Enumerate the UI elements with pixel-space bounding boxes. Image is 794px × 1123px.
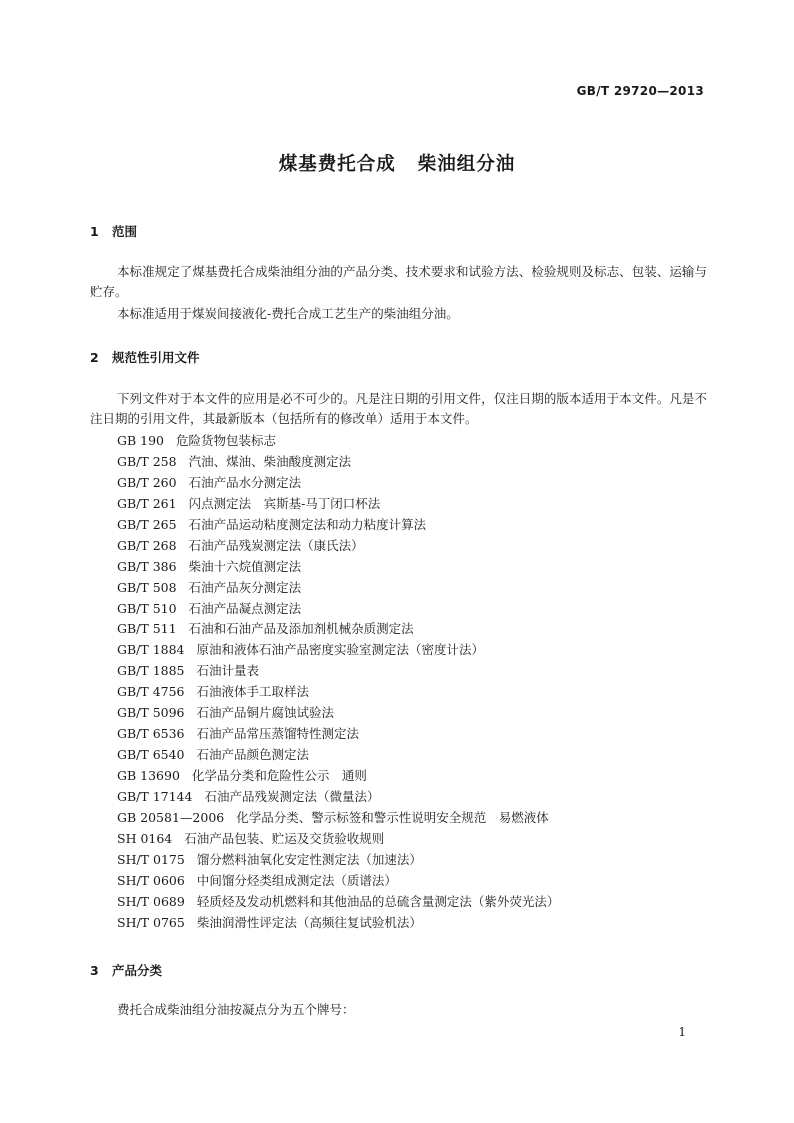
reference-code: GB/T 4756 — [117, 684, 185, 700]
reference-item — [117, 787, 559, 808]
reference-code: SH/T 0606 — [117, 872, 185, 888]
reference-title: 石油产品灰分测定法 — [188, 579, 302, 595]
reference-list — [117, 431, 559, 934]
reference-item — [117, 473, 559, 494]
reference-title: 柴油十六烷值测定法 — [188, 558, 302, 574]
reference-title: 原油和液体石油产品密度实验室测定法（密度计法） — [196, 642, 485, 658]
title-part-2: 柴油组分油 — [417, 154, 516, 175]
reference-title: 石油产品铜片腐蚀试验法 — [196, 705, 335, 721]
title-part-1: 煤基费托合成 — [278, 154, 396, 175]
reference-item — [117, 619, 559, 640]
reference-code: GB/T 511 — [117, 621, 177, 637]
reference-code: GB/T 268 — [117, 537, 177, 553]
reference-code: GB/T 6536 — [117, 726, 185, 742]
section-heading-normative-references — [90, 348, 200, 366]
reference-title: 化学品分类和危险性公示 通则 — [191, 768, 367, 783]
reference-item — [117, 892, 559, 913]
reference-code: GB/T 265 — [117, 516, 177, 532]
reference-item — [117, 640, 559, 661]
scope-paragraph-1: 本标准规定了煤基费托合成柴油组分油的产品分类、技术要求和试验方法、检验规则及标志、包装、运输与贮存。 — [90, 264, 707, 299]
section-heading-scope — [90, 222, 137, 240]
reference-title: 轻质烃及发动机燃料和其他油品的总硫含量测定法（紫外荧光法） — [196, 893, 560, 909]
section-title: 规范性引用文件 — [112, 350, 200, 365]
reference-code: SH/T 0765 — [117, 914, 185, 930]
reference-item — [117, 515, 559, 536]
reference-title: 石油产品残炭测定法（康氏法） — [188, 537, 364, 553]
reference-code: GB/T 6540 — [117, 747, 185, 763]
section-number: 1 — [90, 224, 99, 239]
document-title — [0, 150, 794, 176]
reference-title: 石油产品颜色测定法 — [196, 747, 310, 763]
reference-code: GB/T 260 — [117, 474, 177, 490]
reference-title: 馏分燃料油氧化安定性测定法（加速法） — [196, 851, 422, 867]
reference-item — [117, 745, 559, 766]
section-title: 范围 — [112, 224, 138, 239]
standard-code: GB/T 29720—2013 — [576, 84, 704, 98]
reference-title: 石油计量表 — [196, 663, 260, 679]
reference-code: GB/T 508 — [117, 579, 177, 595]
section-number: 3 — [90, 963, 99, 978]
reference-title: 石油产品常压蒸馏特性测定法 — [196, 726, 360, 742]
scope-paragraph-2: 本标准适用于煤炭间接液化-费托合成工艺生产的柴油组分油。 — [117, 306, 459, 321]
reference-item — [117, 703, 559, 724]
reference-code: GB 190 — [117, 433, 165, 448]
reference-title: 化学品分类、警示标签和警示性说明安全规范 易燃液体 — [236, 809, 549, 825]
reference-code: GB/T 1885 — [117, 663, 185, 679]
reference-title: 石油产品水分测定法 — [188, 474, 302, 490]
reference-item — [117, 913, 559, 934]
reference-item — [117, 766, 559, 787]
reference-item — [117, 557, 559, 578]
reference-item — [117, 871, 559, 892]
reference-title: 石油液体手工取样法 — [196, 684, 310, 700]
reference-code: GB/T 386 — [117, 558, 177, 574]
reference-item — [117, 578, 559, 599]
reference-title: 危险货物包装标志 — [176, 433, 277, 448]
reference-item — [117, 494, 559, 515]
reference-title: 闪点测定法 宾斯基-马丁闭口杯法 — [188, 495, 381, 511]
reference-code: GB/T 5096 — [117, 705, 185, 721]
page-number: 1 — [678, 1025, 686, 1039]
classification-paragraph: 费托合成柴油组分油按凝点分为五个牌号： — [117, 1002, 355, 1017]
reference-code: SH/T 0689 — [117, 893, 185, 909]
reference-code: SH/T 0175 — [117, 851, 185, 867]
reference-item — [117, 682, 559, 703]
section-heading-product-classification — [90, 961, 162, 979]
reference-title: 石油和石油产品及添加剂机械杂质测定法 — [188, 621, 414, 637]
reference-title: 石油产品凝点测定法 — [188, 600, 302, 616]
reference-item — [117, 536, 559, 557]
reference-title: 石油产品残炭测定法（微量法） — [204, 788, 380, 804]
reference-code: GB/T 17144 — [117, 788, 193, 804]
reference-code: GB 13690 — [117, 768, 180, 783]
reference-item — [117, 661, 559, 682]
reference-code: SH 0164 — [117, 830, 173, 846]
reference-item — [117, 724, 559, 745]
reference-item — [117, 808, 559, 829]
reference-code: GB/T 261 — [117, 495, 177, 511]
section-title: 产品分类 — [112, 963, 163, 978]
reference-item — [117, 850, 559, 871]
reference-title: 石油产品包装、贮运及交货验收规则 — [184, 830, 385, 846]
reference-code: GB/T 510 — [117, 600, 177, 616]
reference-code: GB/T 1884 — [117, 642, 185, 658]
section-number: 2 — [90, 350, 99, 365]
reference-item — [117, 599, 559, 620]
reference-title: 柴油润滑性评定法（高频往复试验机法） — [196, 914, 422, 930]
reference-code: GB/T 258 — [117, 453, 177, 469]
reference-item — [117, 829, 559, 850]
reference-item — [117, 431, 559, 452]
normative-intro-paragraph: 下列文件对于本文件的应用是必不可少的。凡是注日期的引用文件，仅注日期的版本适用于本文件。凡是不注日期的引用文件，其最新版本（包括所有的修改单）适用于本文件。 — [90, 391, 707, 426]
reference-title: 汽油、煤油、柴油酸度测定法 — [188, 453, 352, 469]
reference-title: 石油产品运动粘度测定法和动力粘度计算法 — [188, 516, 427, 532]
reference-item — [117, 452, 559, 473]
reference-title: 中间馏分烃类组成测定法（质谱法） — [196, 872, 397, 888]
reference-code: GB 20581—2006 — [117, 809, 225, 825]
